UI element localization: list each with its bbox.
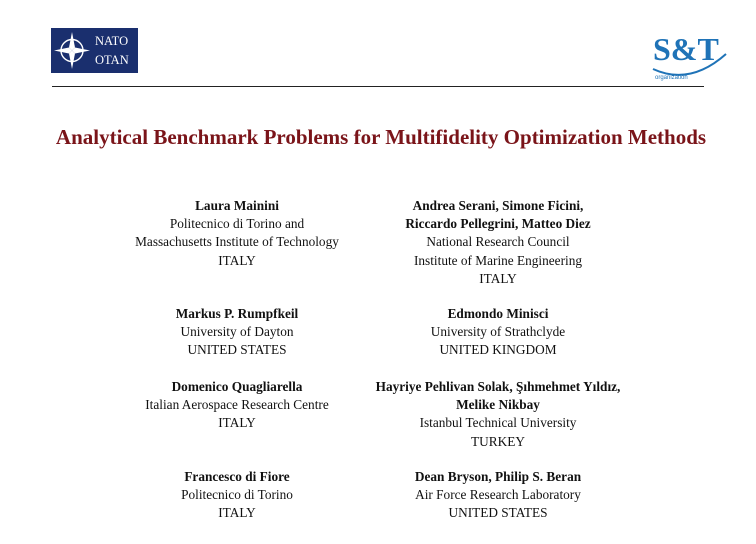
paper-title: Analytical Benchmark Problems for Multifidelity Optimization Methods xyxy=(55,125,707,149)
author-block-di-fiore xyxy=(87,468,387,523)
nato-otan-logo xyxy=(51,28,138,73)
affiliation-line: National Research Council xyxy=(426,234,570,250)
author-name: Riccardo Pellegrini, Matteo Diez xyxy=(405,216,591,232)
author-block-rumpfkeil xyxy=(87,305,387,360)
author-block-minisci xyxy=(348,305,648,360)
author-name: Andrea Serani, Simone Ficini, xyxy=(412,198,584,213)
nato-compass-star-icon xyxy=(51,28,93,73)
author-block-quagliarella xyxy=(87,378,387,433)
author-name: Laura Mainini xyxy=(195,198,279,213)
affiliation-country: ITALY xyxy=(218,252,256,268)
author-name: Melike Nikbay xyxy=(456,397,540,413)
affiliation-country: TURKEY xyxy=(471,433,525,449)
affiliation-line: Italian Aerospace Research Centre xyxy=(145,397,329,413)
affiliation-line: Air Force Research Laboratory xyxy=(415,487,581,503)
affiliation-line: University of Strathclyde xyxy=(430,324,566,340)
author-name: Domenico Quagliarella xyxy=(171,379,303,394)
author-block-serani xyxy=(348,197,648,288)
affiliation-line: Politecnico di Torino xyxy=(181,487,293,503)
author-block-mainini xyxy=(87,197,387,270)
author-name: Markus P. Rumpfkeil xyxy=(175,306,299,321)
author-name: Edmondo Minisci xyxy=(447,306,549,321)
author-name: Dean Bryson, Philip S. Beran xyxy=(414,469,582,484)
affiliation-line: Istanbul Technical University xyxy=(419,415,577,431)
author-block-solak xyxy=(348,378,648,451)
affiliation-country: UNITED STATES xyxy=(187,342,287,358)
affiliation-line: Massachusetts Institute of Technology xyxy=(135,234,339,250)
affiliation-country: UNITED KINGDOM xyxy=(439,342,557,358)
st-logo-subtext: organization xyxy=(655,75,688,81)
affiliation-country: UNITED STATES xyxy=(448,505,548,521)
author-block-bryson xyxy=(348,468,648,523)
st-organization-logo xyxy=(650,24,728,82)
affiliation-line: University of Dayton xyxy=(180,324,294,340)
header-divider xyxy=(52,86,704,87)
st-logo-text: S&T xyxy=(653,31,719,67)
nato-label: NATO xyxy=(95,33,129,48)
author-name: Hayriye Pehlivan Solak, Şıhmehmet Yıldız, xyxy=(375,379,621,394)
affiliation-country: ITALY xyxy=(218,415,256,431)
author-name: Francesco di Fiore xyxy=(184,469,290,484)
affiliation-line: Politecnico di Torino and xyxy=(169,216,305,232)
otan-label: OTAN xyxy=(95,52,129,67)
affiliation-country: ITALY xyxy=(218,505,256,521)
affiliation-country: ITALY xyxy=(479,270,517,286)
affiliation-line: Institute of Marine Engineering xyxy=(413,252,582,268)
